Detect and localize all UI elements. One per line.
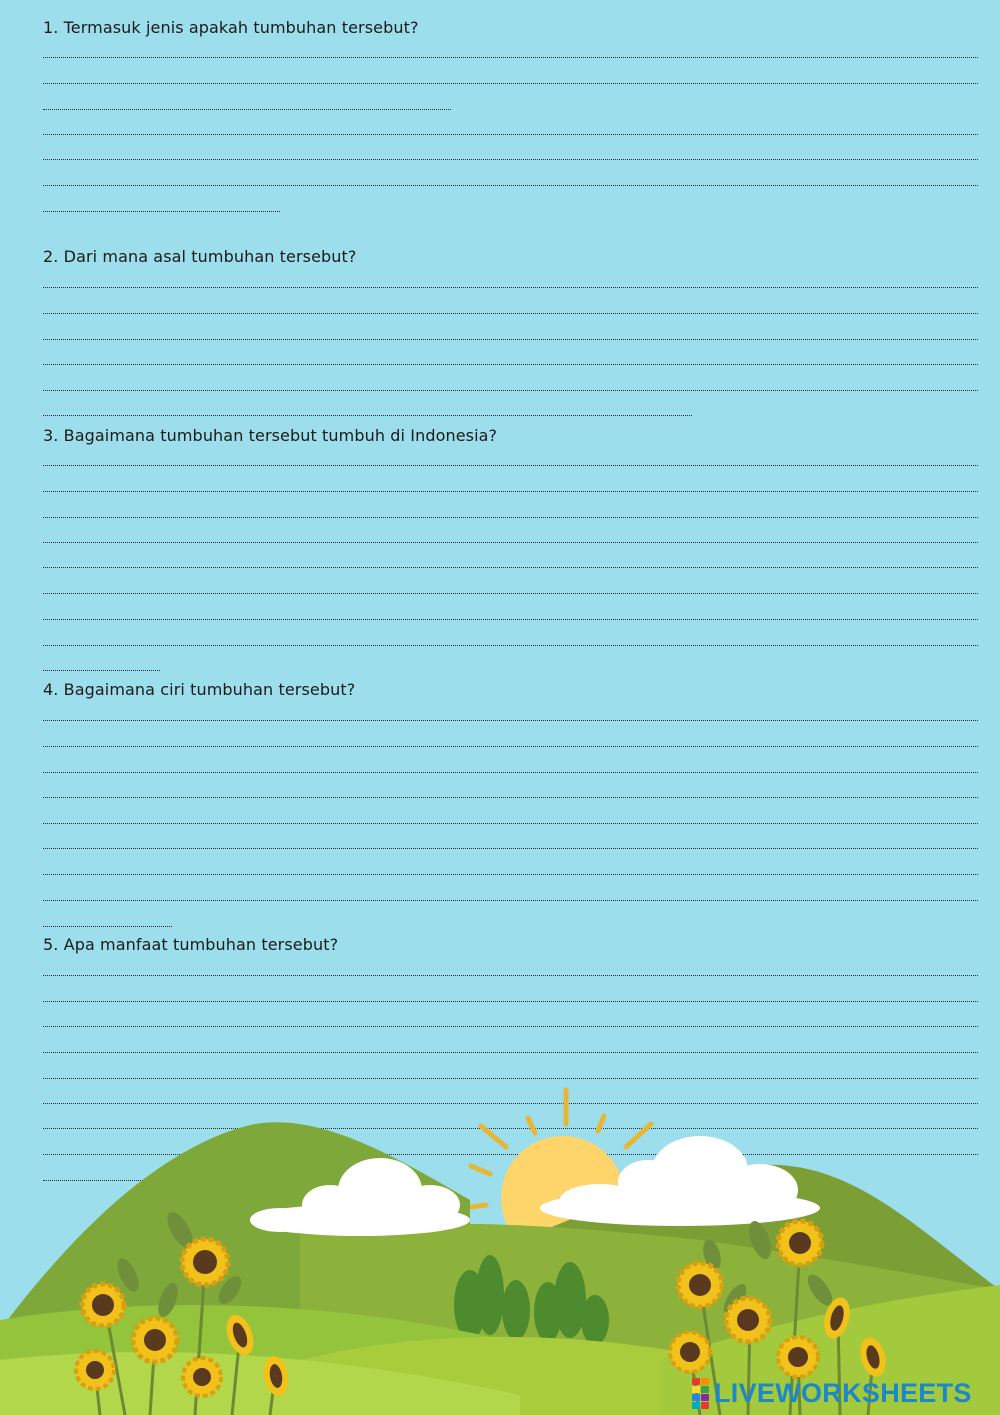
answer-line[interactable] — [43, 57, 978, 58]
answer-line[interactable] — [43, 159, 978, 160]
liveworksheets-logo-text: LIVEWORKSHEETS — [714, 1377, 972, 1408]
sunflower — [182, 1239, 228, 1285]
question-1-label: 1. Termasuk jenis apakah tumbuhan tersebut? — [43, 18, 419, 37]
answer-line[interactable] — [43, 83, 978, 84]
sunflower — [82, 1284, 124, 1326]
answer-line[interactable] — [43, 848, 978, 849]
answer-line[interactable] — [43, 746, 978, 747]
answer-line[interactable] — [43, 1078, 978, 1079]
answer-line[interactable] — [43, 364, 978, 365]
sunflower — [778, 1221, 822, 1265]
answer-line[interactable] — [43, 645, 978, 646]
question-4-label: 4. Bagaimana ciri tumbuhan tersebut? — [43, 680, 356, 699]
answer-line[interactable] — [43, 797, 978, 798]
answer-line[interactable] — [43, 1052, 978, 1053]
answer-line[interactable] — [43, 593, 978, 594]
question-5-label: 5. Apa manfaat tumbuhan tersebut? — [43, 935, 339, 954]
liveworksheets-logo — [692, 1376, 972, 1410]
answer-line[interactable] — [43, 390, 978, 391]
sunflower — [678, 1263, 722, 1307]
answer-line[interactable] — [43, 567, 978, 568]
answer-line[interactable] — [43, 185, 978, 186]
answer-line[interactable] — [43, 542, 978, 543]
answer-line[interactable] — [43, 619, 978, 620]
answer-line[interactable] — [43, 465, 978, 466]
answer-line[interactable] — [43, 134, 978, 135]
answer-line[interactable] — [43, 287, 978, 288]
sunflower — [133, 1318, 177, 1362]
answer-line[interactable] — [43, 313, 978, 314]
answer-line[interactable] — [43, 1026, 978, 1027]
sunflower — [670, 1332, 710, 1372]
answer-line[interactable] — [43, 415, 692, 416]
sunflower — [76, 1351, 114, 1389]
answer-line[interactable] — [43, 339, 978, 340]
sunflower — [183, 1358, 221, 1396]
answer-line[interactable] — [43, 211, 280, 212]
question-3-label: 3. Bagaimana tumbuhan tersebut tumbuh di Indonesia? — [43, 426, 498, 445]
sunflower — [726, 1298, 770, 1342]
question-2-label: 2. Dari mana asal tumbuhan tersebut? — [43, 247, 357, 266]
landscape-illustration — [0, 1080, 1000, 1415]
answer-line[interactable] — [43, 720, 978, 721]
answer-line[interactable] — [43, 772, 978, 773]
answer-line[interactable] — [43, 517, 978, 518]
answer-line[interactable] — [43, 823, 978, 824]
liveworksheets-logo-icon — [692, 1378, 708, 1408]
answer-line[interactable] — [43, 900, 978, 901]
answer-line[interactable] — [43, 491, 978, 492]
answer-line[interactable] — [43, 926, 172, 927]
answer-line[interactable] — [43, 109, 451, 110]
answer-line[interactable] — [43, 874, 978, 875]
sunflower — [778, 1337, 818, 1377]
answer-line[interactable] — [43, 1001, 978, 1002]
answer-line[interactable] — [43, 975, 978, 976]
answer-line[interactable] — [43, 670, 160, 671]
